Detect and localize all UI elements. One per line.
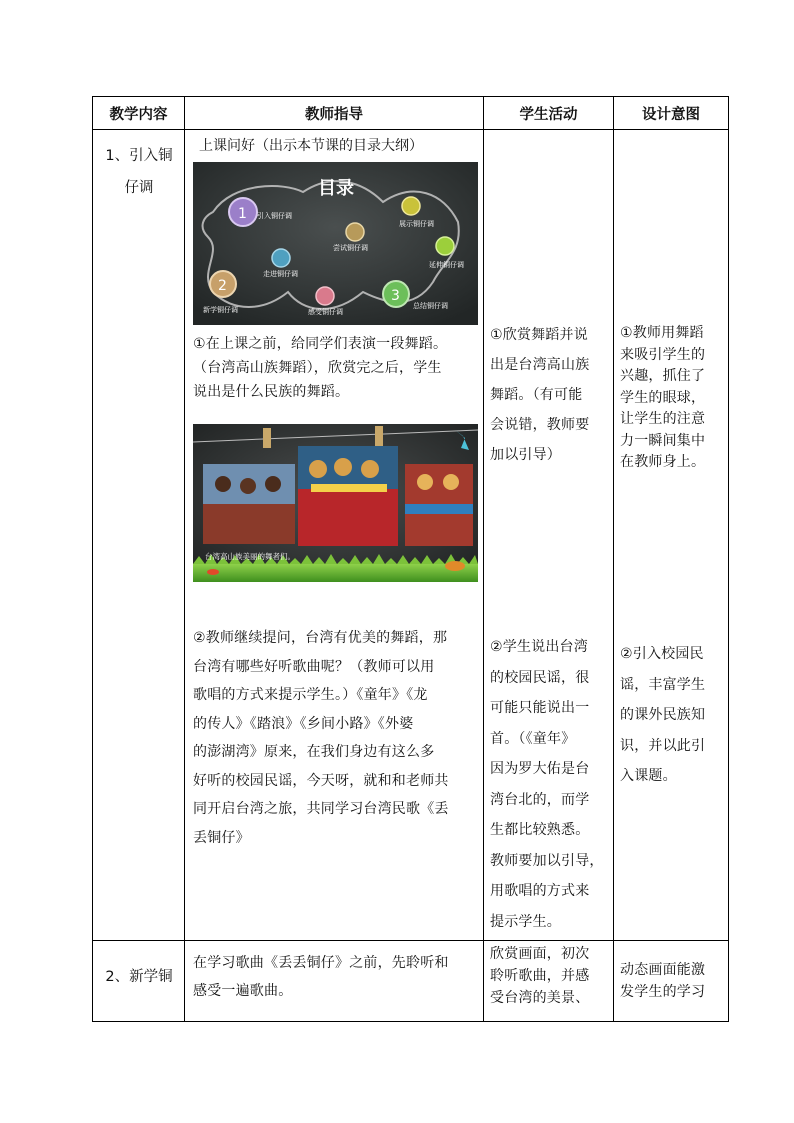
slide-contents-image	[193, 162, 478, 325]
design1-line: 力一瞬间集中	[620, 432, 706, 449]
bubble-1: 1	[238, 206, 247, 222]
design2-line: 的课外民族知	[620, 707, 706, 723]
design1-line: 让学生的注意	[620, 411, 706, 427]
lesson-plan-table	[92, 96, 729, 1022]
teacher-row2-text	[193, 949, 449, 1005]
bubble-2: 2	[218, 278, 227, 294]
header-row	[93, 97, 729, 130]
student-a2-line: 用歌唱的方式来	[490, 883, 590, 899]
bubble-3: 3	[391, 288, 400, 304]
header-content: 教学内容	[93, 97, 185, 130]
student-a2-line: 湾台北的，而学	[490, 791, 590, 808]
design-intent-2	[620, 639, 705, 792]
student-a1-line: 加以引导）	[490, 447, 561, 463]
cell-topic-2	[93, 941, 185, 1022]
design-row2-text	[620, 959, 705, 1003]
row-new-learning	[93, 941, 729, 1022]
topic-1-line-1: 1、引入铜	[105, 148, 173, 164]
student-a1-line: 出是台湾高山族	[490, 357, 590, 373]
header-student-activity: 学生活动	[484, 97, 614, 130]
slide1-item-7: 感受铜仔调	[308, 308, 343, 316]
design2-line: ②引入校园民	[620, 646, 704, 662]
student-a2-line: 可能只能说出一	[490, 700, 590, 716]
student-a2-line: 的校园民谣，很	[490, 669, 590, 686]
slide2-caption: 台湾高山族美丽的舞者们。	[205, 552, 295, 561]
slide-contents-graphic	[193, 162, 478, 325]
design2-line: 入课题。	[620, 768, 677, 784]
student-a2-line: 首。（《童年》	[490, 730, 576, 747]
topic-2-line-1: 2、新学铜	[105, 969, 173, 985]
slide1-item-8: 总结铜仔调	[413, 302, 448, 310]
student-activity-1	[490, 320, 589, 470]
design2-line: 谣，丰富学生	[620, 676, 706, 693]
topic-1-line-2: 仔调	[124, 180, 154, 196]
design1-line: 学生的眼球，	[620, 389, 706, 406]
teacher-p2-line: 的澎湖湾》原来，在我们身边有这么多	[193, 744, 435, 760]
teacher-p1-line: ①在上课之前，给同学们表演一段舞蹈。	[193, 336, 448, 352]
teacher-p1-line: （台湾高山族舞蹈），欣赏完之后，学生	[193, 360, 442, 376]
slide1-title: 目录	[318, 178, 354, 199]
student-a2-line: 提示学生。	[490, 913, 561, 930]
slide1-item-1: 引入铜仔调	[257, 212, 292, 220]
teacher-p2-line: 的传人》《踏浪》《乡间小路》《外婆	[193, 715, 414, 732]
teacher-paragraph-2	[193, 624, 449, 852]
teacher-p2-line: 好听的校园民谣，今天呀，就和和老师共	[193, 772, 449, 789]
design-row2-line: 动态画面能激	[620, 962, 706, 978]
teacher-p1-line: 说出是什么民族的舞蹈。	[193, 384, 350, 400]
cell-student-1	[484, 130, 614, 941]
teacher-row2-line: 在学习歌曲《丢丢铜仔》之前，先聆听和	[193, 955, 449, 971]
cell-topic-1	[93, 130, 185, 941]
dance-photo-graphic	[193, 424, 478, 582]
teacher-p2-line: ②教师继续提问，台湾有优美的舞蹈，那	[193, 630, 448, 646]
student-row2-text	[490, 943, 589, 1009]
slide1-item-2: 尝试铜仔调	[333, 244, 368, 252]
cell-design-1	[614, 130, 729, 941]
student-a1-line: ①欣赏舞蹈并说	[490, 327, 588, 343]
slide1-item-6: 新学铜仔调	[203, 306, 238, 314]
teacher-p2-line: 同开启台湾之旅，共同学习台湾民歌《丢	[193, 801, 449, 817]
dance-photo-slide	[193, 424, 478, 582]
student-a2-line: ②学生说出台湾	[490, 639, 588, 655]
slide1-item-3: 展示铜仔调	[399, 220, 434, 228]
slide1-item-4: 延伸铜仔调	[429, 261, 464, 269]
teacher-p2-line: 歌唱的方式来提示学生。）《童年》《龙	[193, 687, 428, 703]
student-a2-line: 教师要加以引导，	[490, 852, 604, 869]
header-teacher-guidance: 教师指导	[185, 97, 484, 130]
student-activity-2	[490, 632, 604, 937]
student-row2-line: 受台湾的美景、	[490, 990, 590, 1006]
design-intent-1	[620, 323, 705, 474]
student-row2-line: 聆听歌曲，并感	[490, 968, 590, 984]
teacher-p2-line: 丢铜仔》	[193, 829, 250, 846]
student-a1-line: 舞蹈。（有可能	[490, 387, 583, 403]
row-intro	[93, 130, 729, 941]
design1-line: 兴趣，抓住了	[620, 368, 706, 384]
design1-line: ①教师用舞蹈	[620, 325, 704, 341]
design1-line: 来吸引学生的	[620, 346, 706, 363]
student-a2-line: 因为罗大佑是台	[490, 761, 590, 777]
student-row2-line: 欣赏画面，初次	[490, 946, 590, 962]
header-design-intent: 设计意图	[614, 97, 729, 130]
design1-line: 在教师身上。	[620, 454, 706, 470]
design-row2-line: 发学生的学习	[620, 984, 706, 1000]
student-a2-line: 生都比较熟悉。	[490, 822, 590, 838]
cell-teacher-1	[185, 130, 484, 941]
cell-teacher-2	[185, 941, 484, 1022]
cell-design-2	[614, 941, 729, 1022]
slide1-item-5: 走进铜仔调	[263, 270, 298, 278]
teacher-paragraph-1	[193, 332, 447, 404]
cell-student-2	[484, 941, 614, 1022]
teacher-row2-line: 感受一遍歌曲。	[193, 983, 293, 999]
student-a1-line: 会说错，教师要	[490, 417, 590, 433]
design2-line: 识，并以此引	[620, 737, 706, 754]
teacher-p2-line: 台湾有哪些好听歌曲呢？（教师可以用	[193, 658, 435, 675]
teacher-intro-text: 上课问好（出示本节课的目录大纲）	[199, 138, 423, 154]
